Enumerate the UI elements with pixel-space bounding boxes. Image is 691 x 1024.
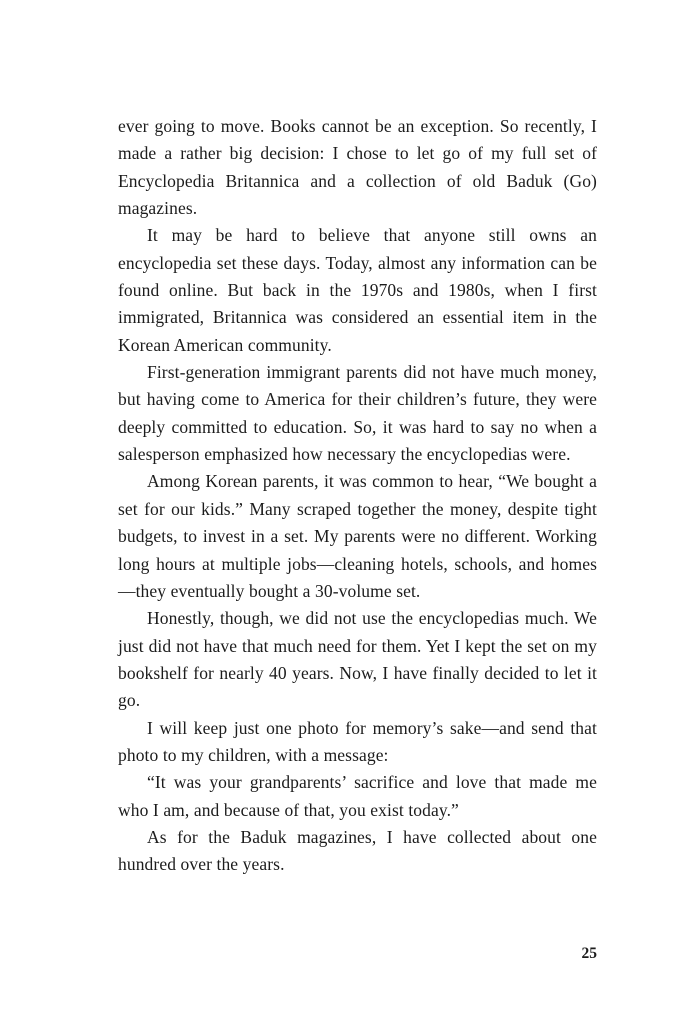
paragraph: Honestly, though, we did not use the encyclopedias much. We just did not have that much need for them. Yet I kept the set on my bookshelf for nearly 40 years. Now, I have finally decided to let it go. [118, 608, 597, 711]
paragraph: ever going to move. Books cannot be an exception. So recently, I made a rather big decision: I chose to let go of my full set of Encyclopedia Britannica and a collection of old Baduk (Go) magazines. [118, 116, 597, 219]
paragraph: It may be hard to believe that anyone still owns an encyclopedia set these days. Today, almost any information can be found online. But back in the 1970s and 1980s, when I first immigrated, Britannica was considered an essential item in the Korean American community. [118, 225, 597, 355]
paragraph: Among Korean parents, it was common to hear, “We bought a set for our kids.” Many scraped together the money, despite tight budgets, to invest in a set. My parents were no different. Working long hours at multiple jobs—cleaning hotels, schools, and homes—they eventually bought a 30-volume set. [118, 471, 597, 601]
page-number: 25 [581, 945, 597, 962]
paragraph: “It was your grandparents’ sacrifice and love that made me who I am, and because of that, you exist today.” [118, 772, 597, 820]
paragraph: First-generation immigrant parents did not have much money, but having come to America for their children’s future, they were deeply committed to education. So, it was hard to say no when a salesperson emphasized how necessary the encyclopedias were. [118, 362, 597, 465]
paragraph: As for the Baduk magazines, I have collected about one hundred over the years. [118, 826, 597, 875]
paragraph: I will keep just one photo for memory’s sake—and send that photo to my children, with a message: [118, 717, 597, 765]
body-text [118, 113, 597, 879]
